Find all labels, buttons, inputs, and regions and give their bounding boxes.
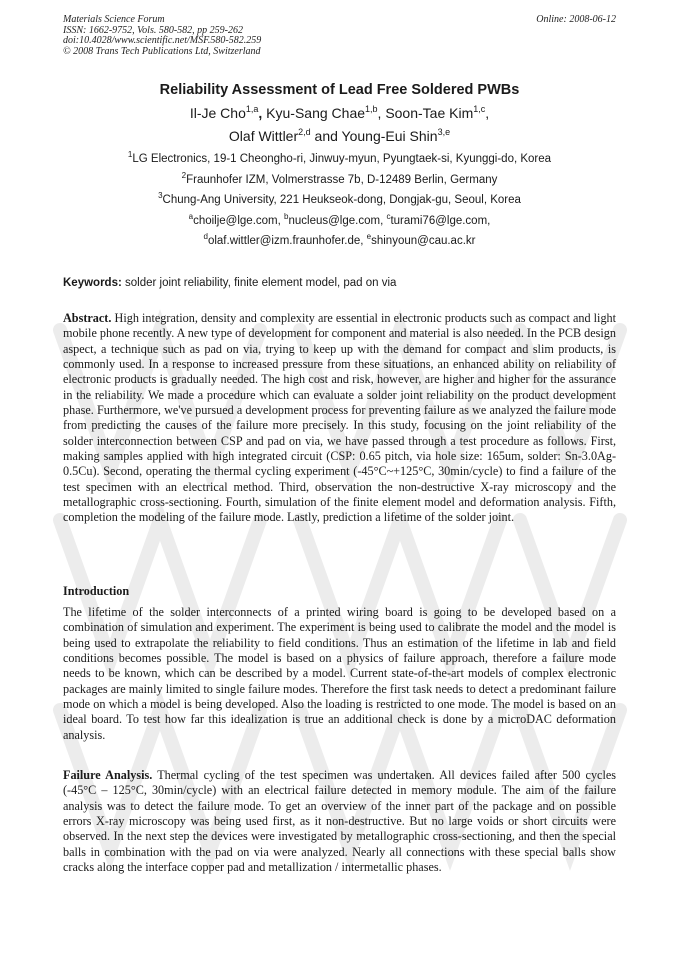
introduction-text: The lifetime of the solder interconnects of a printed wiring board is going to be developed based on a combination of simulation and experiment. The experiment is being used to calibrate the model and the model is being used to extrapolate the reliability to field conditions. Thus an estimation of the lifetime in lab and field conditions becomes possible. The model is based on a physics of failure approach, therefore a failure mode needs to be known, which can be described by a model. Current state-of-the-art models of complex electronic packages are mainly limited to single failure modes. Therefore the first task needs to detect a predominant failure mode on which a model is being developed. Also the loading is restricted to one mode. The model is based on an ideal board. To test how far this idealization is true an additional check is done by a microDAC deformation analysis. — [63, 605, 616, 742]
email-line-2: $^d$olaf.wittler@izm.fraunhofer.de, $^e$shinyoun@cau.ac.kr — [203, 232, 476, 247]
failure-analysis-text: Thermal cycling of the test specimen was undertaken. All devices failed after 500 cycles (-45°C – 125°C, 30min/cycle) with an electrical failure detected in memory module. The aim of the failure analysis was to detect the failure mode. To get an overview of the inner part of the package and on possible errors X-ray microscopy was being used first, as it non-destructive. But no large voids or short circuits were observed. In the next step the devices were investigated by metallographic cross-sectioning, and then the special balls in combination with the pad on via were analyzed. Nearly all connections with these special balls show cracks along the interface copper pad and metallization / intermetallic phases. — [63, 768, 616, 875]
email-address: nucleus@lge.com, — [288, 214, 384, 227]
introduction-section — [63, 605, 616, 743]
affiliation-list — [63, 149, 616, 252]
publication-header — [63, 15, 616, 57]
keywords-section — [63, 276, 616, 291]
author-name: Kyu-Sang Chae — [266, 105, 366, 121]
failure-analysis-section — [63, 768, 616, 875]
doi-line: doi:10.4028/www.scientific.net/MSF.580-582.259 — [63, 35, 262, 46]
author-affil-marker: 1,c — [473, 104, 486, 114]
author-line-1: Il-Je Cho$^{1,a}$, Kyu-Sang Chae$^{1,b}$, Soon-Tae Kim$^{1,c}$, — [189, 104, 490, 121]
email-address: turami76@lge.com, — [390, 214, 491, 227]
title-block — [63, 80, 616, 252]
failure-analysis-label: Failure Analysis. — [63, 768, 153, 782]
email-address: olaf.wittler@izm.fraunhofer.de, — [207, 235, 364, 247]
issn-line: ISSN: 1662-9752, Vols. 580-582, pp 259-262 — [63, 24, 243, 36]
author-line-2 — [63, 125, 616, 148]
email-address: choilje@lge.com, — [193, 214, 281, 227]
author-name: Young-Eui Shin — [341, 128, 438, 144]
author-affil-marker: 2,d — [298, 127, 311, 137]
paper-title: Reliability Assessment of Lead Free Soldered PWBs — [159, 82, 520, 98]
online-date: Online: 2008-06-12 — [536, 14, 616, 25]
abstract-section — [63, 311, 616, 526]
copyright-line: © 2008 Trans Tech Publications Ltd, Switzerland — [63, 45, 261, 57]
introduction-heading: Introduction — [63, 584, 130, 598]
author-name: Soon-Tae Kim — [385, 105, 474, 121]
keywords-label: Keywords: — [63, 277, 122, 289]
email-address: shinyoun@cau.ac.kr — [371, 235, 476, 247]
email-line-1: $^a$choilje@lge.com, $^b$nucleus@lge.com, $^c$turami76@lge.com, — [188, 211, 491, 227]
author-name: Olaf Wittler — [228, 128, 299, 144]
author-conjunction: and — [314, 128, 338, 144]
author-list — [63, 102, 616, 148]
author-affil-marker: 3,e — [437, 127, 451, 137]
journal-name: Materials Science Forum — [63, 14, 165, 25]
affiliation-2: $^2$Fraunhofer IZM, Volmerstrasse 7b, D-12489 Berlin, Germany — [181, 170, 498, 186]
affiliation-3: $^3$Chung-Ang University, 221 Heukseok-dong, Dongjak-gu, Seoul, Korea — [158, 191, 521, 206]
author-name: Il-Je Cho — [189, 105, 246, 121]
author-affil-marker: 1,a — [245, 104, 259, 114]
abstract-text: High integration, density and complexity are essential in electronic products such as compact and light mobile phone recently. A new type of development for component and material is also needed. In the PCB design aspect, a technique such as pad on via, trying to keep up with the demand for compact and slim products, is commonly used. In a response to increased pressure from these situations, an enhanced ability on reliability of electronic products is gradually needed. The high cost and risk, however, are higher and higher for the assurance in the reliability. We made a procedure which can evaluate a solder joint reliability on the product development phase. Furthermore, we've pursued a development process for preventing failure as we analyzed the failure mode from predicting the causes of the failure more precisely. In this study, focusing on the joint reliability of the solder interconnection between CSP and pad on via, we have passed through a test procedure as follows. First, making samples applied with high integrated circuit (CSP: 0.65 pitch, via hole size: 165um, solder: Sn-3.0Ag-0.5Cu). Second, operating the thermal cycling experiment (-45°C~+125°C, 30min/cycle) to find a failure of the test specimen with an electrical method. Third, observation the non-destructive X-ray microscopy and the metallographic cross-sectioning. Fourth, simulation of the finite element model and deformation analysis. Fifth, completion the modeling of the failure mode. Lastly, prediction a lifetime of the solder joint. — [63, 311, 617, 525]
author-affil-marker: 1,b — [365, 104, 378, 114]
keywords-text: solder joint reliability, finite element model, pad on via — [125, 277, 397, 289]
abstract-label: Abstract. — [63, 311, 112, 325]
affiliation-1: $^1$LG Electronics, 19-1 Cheongho-ri, Jinwuy-myun, Pyungtaek-si, Kyunggi-do, Korea — [127, 150, 552, 165]
